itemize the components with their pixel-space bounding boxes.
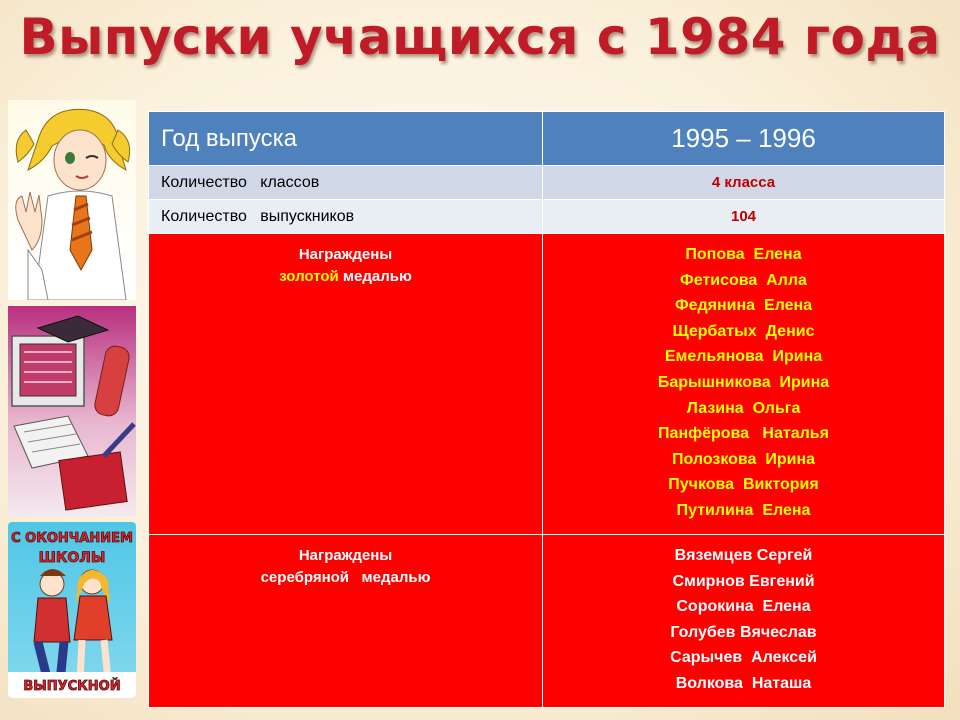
graduates-count-value: 104 [543, 200, 945, 234]
poster-bottom-text: ВЫПУСКНОЙ [23, 679, 121, 694]
list-item: Голубев Вячеслав [670, 623, 817, 641]
graduation-poster-illustration [8, 522, 136, 698]
silver-medal-label [149, 535, 543, 708]
list-item: Вяземцев Сергей [674, 547, 813, 564]
poster-top-text: С ОКОНЧАНИЕМ [11, 531, 133, 546]
gold-medal-label [149, 234, 543, 535]
classes-count-label: Количество классов [149, 166, 543, 200]
list-item: Барышникова Ирина [657, 373, 830, 391]
list-item: Сорокина Елена [676, 598, 811, 616]
gold-medal-names [543, 234, 944, 524]
gold-medal-names-cell [543, 234, 945, 535]
list-item: Лазина Ольга [686, 399, 801, 417]
list-item: Волкова Наташа [675, 674, 812, 692]
page-title: Выпуски учащихся с 1984 года [19, 8, 941, 66]
list-item: Попова Елена [685, 246, 802, 263]
poster-mid-text: ШКОЛЫ [38, 550, 106, 566]
table-row [149, 166, 945, 200]
list-item: Смирнов Евгений [672, 572, 815, 590]
list-item: Федянина Елена [674, 297, 813, 315]
list-item: Емельянова Ирина [664, 348, 823, 366]
list-item: Панфёрова Наталья [658, 425, 829, 443]
list-item: Сарычев Алексей [670, 649, 817, 667]
list-item: Полозкова Ирина [672, 450, 815, 468]
award-line2: серебряной медалью [260, 569, 431, 586]
award-line2-rest: медалью [338, 268, 412, 285]
header-year-value: 1995 – 1996 [543, 112, 945, 166]
list-item: Пучкова Виктория [668, 476, 819, 494]
silver-medal-names [543, 535, 944, 697]
list-item: Путилина Елена [676, 501, 811, 519]
table-header-row [149, 112, 945, 166]
graduates-table [148, 111, 945, 708]
computer-desk-illustration [8, 306, 136, 516]
award-line1: Награждены [298, 246, 393, 263]
list-item: Щербатых Денис [672, 322, 815, 340]
graduates-count-label: Количество выпускников [149, 200, 543, 234]
award-line1: Награждены [298, 547, 393, 564]
header-year-label: Год выпуска [149, 112, 543, 166]
silver-medal-names-cell [543, 535, 945, 708]
classes-count-value: 4 класса [543, 166, 945, 200]
schoolgirl-illustration [8, 100, 136, 300]
silver-medal-row [149, 535, 945, 708]
gold-medal-row [149, 234, 945, 535]
gold-word: золотой [279, 268, 339, 285]
table-row [149, 200, 945, 234]
list-item: Фетисова Алла [680, 271, 807, 289]
